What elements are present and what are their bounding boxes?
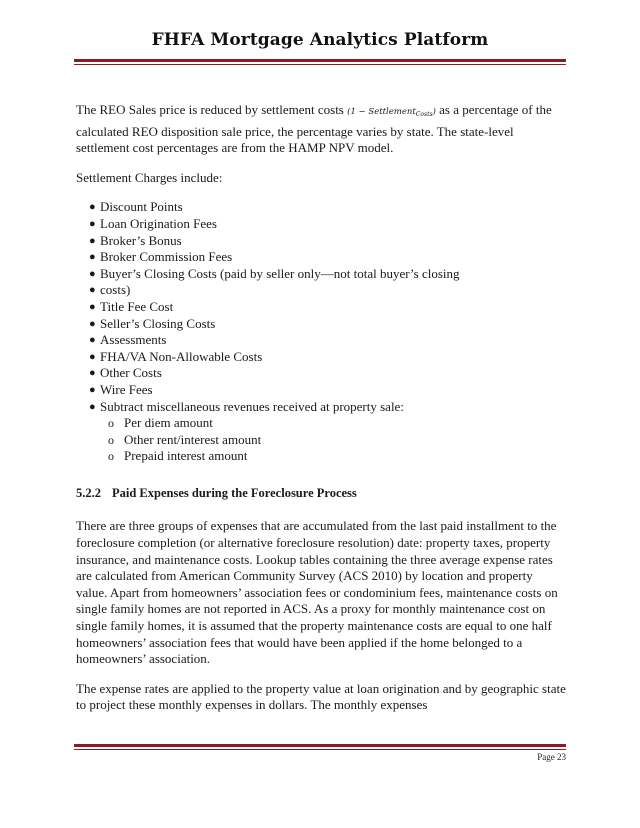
settlement-list xyxy=(76,199,566,465)
section-number: 5.2.2 xyxy=(76,485,101,500)
list-item: ● Broker’s Bonus xyxy=(89,232,182,248)
intro-text-after: as a percentage of the calculated REO disposition sale price, the percentage varies by state. The state-level settlement cost percentages are from the HAMP NPV model. xyxy=(76,102,552,156)
sub-list-item: o Prepaid interest amount xyxy=(108,448,248,464)
section-title: Paid Expenses during the Foreclosure Process xyxy=(112,485,357,500)
list-item: ● Loan Origination Fees xyxy=(89,215,217,231)
bullet-icon: ● xyxy=(89,334,96,347)
list-item: ● Discount Points xyxy=(89,199,183,215)
bullet-icon: ● xyxy=(89,217,96,230)
page-number: Page 23 xyxy=(537,752,566,762)
section-heading xyxy=(76,485,566,502)
circle-bullet-icon: o xyxy=(108,432,114,447)
sub-list-item: o Other rent/interest amount xyxy=(108,431,262,447)
bullet-icon: ● xyxy=(89,300,96,313)
list-item: ● costs) xyxy=(89,282,131,298)
footer-rule-thin xyxy=(74,749,566,750)
list-item: ● Wire Fees xyxy=(89,381,153,397)
bullet-icon: ● xyxy=(89,201,96,214)
bullet-icon: ● xyxy=(89,251,96,264)
bullet-icon: ● xyxy=(89,350,96,363)
settlement-intro: Settlement Charges include: xyxy=(76,169,223,185)
bullet-icon: ● xyxy=(89,267,96,280)
bullet-icon: ● xyxy=(89,400,96,413)
list-item: ● Other Costs xyxy=(89,365,162,381)
list-item: ● Title Fee Cost xyxy=(89,298,174,314)
intro-paragraph xyxy=(76,102,566,157)
body-paragraph: The expense rates are applied to the property value at loan origination and by geographic state to project these monthly expenses in dollars. The monthly expenses xyxy=(76,680,566,713)
header-rule-thin xyxy=(74,64,566,65)
formula-end: ) xyxy=(432,107,436,117)
bullet-icon: ● xyxy=(89,317,96,330)
document-body xyxy=(76,102,566,727)
formula-main: (1 − Settlement xyxy=(347,107,416,117)
list-item: ● Subtract miscellaneous revenues received at property sale: o Per diem amount o Other rent/interest amount o Prepaid interest amount xyxy=(76,399,566,465)
list-item: ● Seller’s Closing Costs xyxy=(89,315,216,331)
list-item: ● Assessments xyxy=(89,332,167,348)
formula-subscript: Costs xyxy=(415,111,433,118)
page-header-title: FHFA Mortgage Analytics Platform xyxy=(151,30,489,50)
intro-text-before: The REO Sales price is reduced by settlement costs xyxy=(76,102,348,117)
settlement-formula xyxy=(347,107,436,117)
bullet-icon: ● xyxy=(89,367,96,380)
list-item: ● Buyer’s Closing Costs (paid by seller only—not total buyer’s closing xyxy=(89,265,460,281)
list-item: ● FHA/VA Non-Allowable Costs xyxy=(89,348,263,364)
footer-rule-thick xyxy=(74,744,566,747)
bullet-icon: ● xyxy=(89,284,96,297)
body-paragraph: There are three groups of expenses that are accumulated from the last paid installment to the foreclosure completion (or alternative foreclosure resolution) date: property taxes, property insurance, and maintenance costs. Lookup tables containing the three average expense rates are calculated from American Community Survey (ACS 2010) by location and property value. Apart from homeowners’ association fees or condominium fees, maintenance costs on single family homes are not reported in ACS. As a proxy for monthly maintenance cost on single family homes, it is assumed that the property maintenance costs are equal to one half homeowners’ association fees that would have been applied if the home belonged to a homeowners’ association. xyxy=(76,518,558,667)
sub-list-item: o Per diem amount xyxy=(108,415,213,431)
header-rule-thick xyxy=(74,59,566,62)
list-item: ● Broker Commission Fees xyxy=(89,249,233,265)
bullet-icon: ● xyxy=(89,383,96,396)
circle-bullet-icon: o xyxy=(108,449,114,464)
circle-bullet-icon: o xyxy=(108,416,114,431)
bullet-icon: ● xyxy=(89,234,96,247)
sub-list xyxy=(100,415,566,465)
